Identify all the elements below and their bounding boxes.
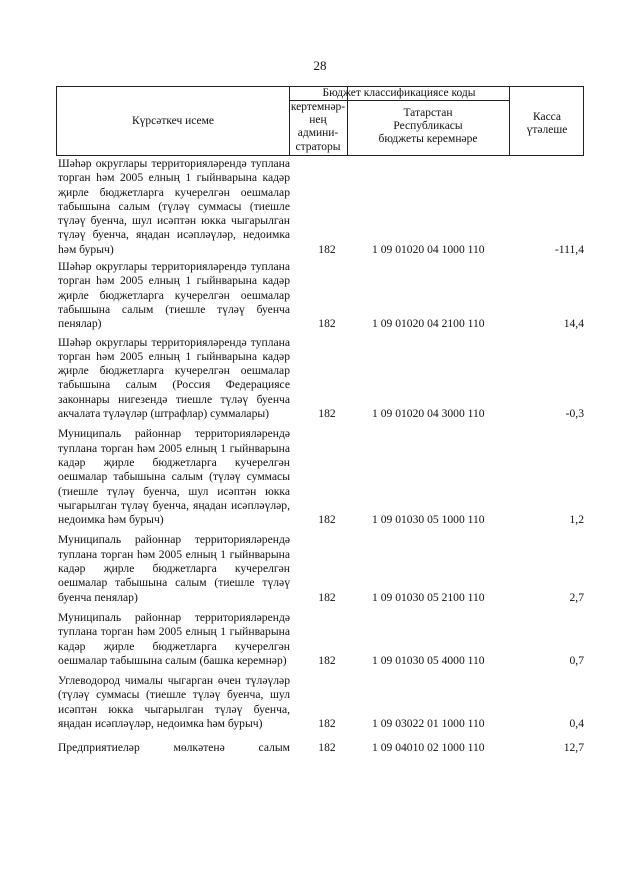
indicator-name: Муниципаль районнар территорияләрендә туплана торган һәм 2005 елның 1 гыйнварына кадәр җирле бюджетларга кучерелгән оешмалар табышына салым (түләү суммасы (тиешле түләү буенча, шул исәптән юкка чыгарылган түләү буенча, яңадан исәпләүләр, недоимка һәм бурыч)	[58, 427, 290, 527]
cash-amount: 1,2	[569, 513, 584, 527]
budget-code: 1 09 01030 05 4000 110	[372, 653, 485, 667]
indicator-name: Предприятиеләр мөлкәтенә салым	[58, 741, 290, 755]
table-row	[56, 260, 584, 331]
admin-code: 182	[318, 513, 336, 527]
table-row	[56, 611, 584, 668]
budget-code: 1 09 01030 05 2100 110	[372, 590, 485, 604]
indicator-name: Муниципаль районнар территорияләрендә туплана торган һәм 2005 елның 1 гыйнварына кадәр җирле бюджетларга кучерелгән оешмалар табышына салым (башка керемнәр)	[58, 610, 290, 667]
table-row	[56, 336, 584, 422]
admin-code: 182	[318, 407, 336, 421]
page-number: 28	[313, 58, 327, 73]
admin-code: 182	[318, 716, 336, 730]
indicator-name: Шәһәр округлары территорияләрендә туплана торган һәм 2005 елның 1 гыйнварына кадәр җирле бюджетларга кучерелгән оешмалар табышына салым (Россия Федерациясе законнары нигезендә тиешле түләү буенча акчалата түләүләр (штрафлар) суммалары)	[58, 335, 290, 421]
admin-code: 182	[318, 590, 336, 604]
budget-code: 1 09 04010 02 1000 110	[372, 741, 485, 755]
admin-code: 182	[318, 741, 336, 755]
cash-amount: 14,4	[563, 317, 584, 331]
table-row	[56, 674, 584, 731]
table-header	[56, 86, 584, 156]
table-row	[56, 427, 584, 527]
cash-amount: 0,7	[569, 653, 584, 667]
budget-code: 1 09 03022 01 1000 110	[372, 716, 485, 730]
cash-amount: 12,7	[563, 741, 584, 755]
cash-amount: -0,3	[565, 407, 584, 421]
cash-amount: -111,4	[554, 242, 584, 256]
header-admin: кертемнәр- нең админи- страторы	[290, 101, 346, 153]
cash-amount: 0,4	[569, 716, 584, 730]
budget-code: 1 09 01020 04 1000 110	[372, 242, 485, 256]
header-indicator-name: Күрсәткеч исеме	[131, 115, 215, 127]
indicator-name: Шәһәр округлары территорияләрендә туплана торган һәм 2005 елның 1 гыйнварына кадәр җирле бюджетларга кучерелгән оешмалар табышына салым (тиешле түләү буенча пенялар)	[58, 260, 290, 331]
admin-code: 182	[318, 317, 336, 331]
indicator-name: Шәһәр округлары территорияләрендә туплана торган һәм 2005 елның 1 гыйнварына кадәр җирле бюджетларга кучерелгән оешмалар табышына салым (түләү суммасы (тиешле түләү буенча, шул исәптән юкка чыгарылган түләү буенча, яңадан исәпләүләр, недоимка һәм бурыч)	[58, 157, 290, 256]
admin-code: 182	[318, 653, 336, 667]
budget-code: 1 09 01020 04 2100 110	[372, 317, 485, 331]
cash-amount: 2,7	[569, 590, 584, 604]
admin-code: 182	[318, 242, 336, 256]
table-row	[56, 741, 584, 755]
indicator-name: Углеводород чималы чыгарган өчен түләүләр (түләү суммасы (тиешле түләү буенча, шул исәптән юкка чыгарылган түләү буенча, яңадан исәпләүләр, недоимка һәм бурыч)	[58, 674, 290, 730]
header-cash-execution: Касса үтәлеше	[526, 111, 568, 136]
header-budget-code: Бюджет классификациясе коды	[322, 87, 476, 99]
table-body	[56, 156, 584, 756]
budget-code: 1 09 01020 04 3000 110	[372, 407, 485, 421]
table-row	[56, 157, 584, 257]
header-tatarstan-revenue: Татарстан Республикасы бюджеты керемнәре	[378, 107, 478, 145]
table-row	[56, 533, 584, 604]
indicator-name: Муниципаль районнар территорияләрендә туплана торган һәм 2005 елның 1 гыйнварына кадәр җирле бюджетларга кучерелгән оешмалар табышына салым (тиешле түләү буенча пенялар)	[58, 533, 290, 604]
budget-code: 1 09 01030 05 1000 110	[372, 513, 485, 527]
